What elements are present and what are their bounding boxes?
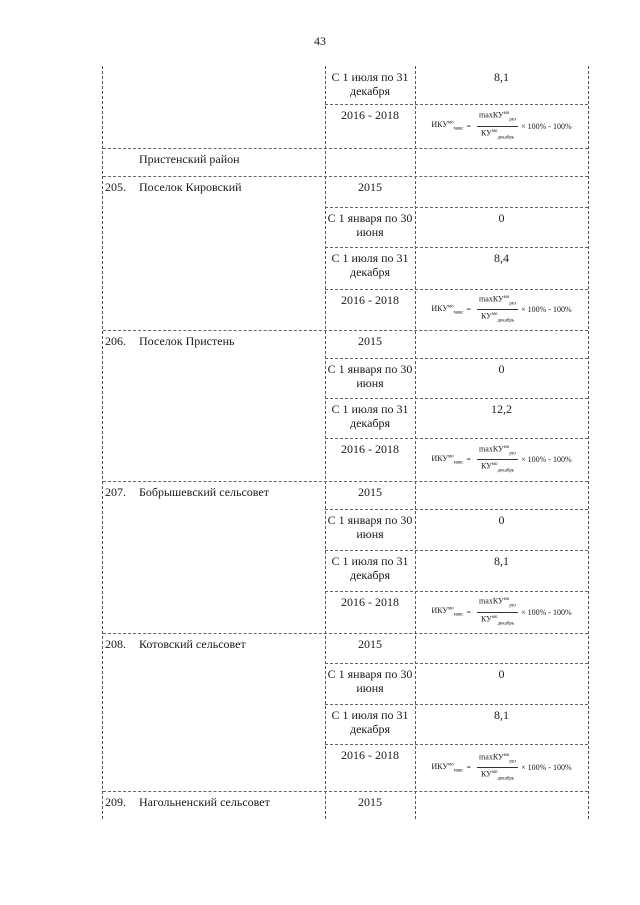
period-cell: 2016 - 2018 xyxy=(341,108,399,122)
row-number: 209. xyxy=(105,795,126,809)
value-cell: 8,1 xyxy=(494,554,509,568)
formula: $ИКУ^{мо}_{макс}$ = $\frac{\max КУ^{мо}_{рез}}{КУ^{мо}_{декабрь}}$ × 100% - 100% xyxy=(431,110,572,140)
period-cell: С 1 июля по 31 декабря xyxy=(331,708,409,736)
period-cell: 2015 xyxy=(358,485,382,499)
row-divider xyxy=(103,481,588,482)
value-cell: 0 xyxy=(498,211,505,225)
row-divider xyxy=(103,633,588,634)
period-cell: С 1 июля по 31 декабря xyxy=(331,554,409,582)
row-divider xyxy=(103,148,588,149)
period-cell: 2016 - 2018 xyxy=(341,748,399,762)
value-cell: 0 xyxy=(498,513,505,527)
period-cell: 2015 xyxy=(358,637,382,651)
row-divider xyxy=(325,398,588,399)
row-divider xyxy=(103,791,588,792)
period-cell: С 1 июля по 31 декабря xyxy=(331,70,409,98)
period-cell: 2015 xyxy=(358,795,382,809)
row-divider xyxy=(325,509,588,510)
period-cell: С 1 января по 30 июня xyxy=(327,211,413,239)
row-number: 205. xyxy=(105,180,126,194)
row-number: 207. xyxy=(105,485,126,499)
period-cell: 2016 - 2018 xyxy=(341,293,399,307)
row-divider xyxy=(325,247,588,248)
settlement-name: Пристенский район xyxy=(139,152,240,166)
page-number: 43 xyxy=(314,34,326,48)
period-cell: 2016 - 2018 xyxy=(341,442,399,456)
value-cell: 12,2 xyxy=(491,402,512,416)
row-divider xyxy=(325,704,588,705)
row-divider xyxy=(325,663,588,664)
row-divider xyxy=(325,550,588,551)
row-divider xyxy=(325,207,588,208)
settlement-name: Поселок Кировский xyxy=(139,180,242,194)
period-cell: 2015 xyxy=(358,180,382,194)
settlement-name: Нагольненский сельсовет xyxy=(139,795,270,809)
formula: $ИКУ^{мо}_{макс}$ = $\frac{\max КУ^{мо}_{рез}}{КУ^{мо}_{декабрь}}$ × 100% - 100% xyxy=(431,596,572,626)
period-cell: С 1 июля по 31 декабря xyxy=(331,402,409,430)
formula: $ИКУ^{мо}_{макс}$ = $\frac{\max КУ^{мо}_{рез}}{КУ^{мо}_{декабрь}}$ × 100% - 100% xyxy=(431,752,572,782)
row-divider xyxy=(325,358,588,359)
settlement-name: Поселок Пристень xyxy=(139,334,235,348)
value-cell: 0 xyxy=(498,667,505,681)
settlement-name: Бобрышевский сельсовет xyxy=(139,485,269,499)
row-number: 206. xyxy=(105,334,126,348)
period-cell: 2016 - 2018 xyxy=(341,595,399,609)
row-divider xyxy=(103,176,588,177)
formula: $ИКУ^{мо}_{макс}$ = $\frac{\max КУ^{мо}_{рез}}{КУ^{мо}_{декабрь}}$ × 100% - 100% xyxy=(431,294,572,324)
row-divider xyxy=(103,330,588,331)
period-cell: 2015 xyxy=(358,334,382,348)
value-cell: 8,1 xyxy=(494,708,509,722)
period-cell: С 1 января по 30 июня xyxy=(327,667,413,695)
settlement-name: Котовский сельсовет xyxy=(139,637,246,651)
period-cell: С 1 июля по 31 декабря xyxy=(331,251,409,279)
period-cell: С 1 января по 30 июня xyxy=(327,362,413,390)
value-cell: 0 xyxy=(498,362,505,376)
value-cell: 8,1 xyxy=(494,70,509,84)
period-cell: С 1 января по 30 июня xyxy=(327,513,413,541)
value-cell: 8,4 xyxy=(494,251,509,265)
row-number: 208. xyxy=(105,637,126,651)
formula: $ИКУ^{мо}_{макс}$ = $\frac{\max КУ^{мо}_{рез}}{КУ^{мо}_{декабрь}}$ × 100% - 100% xyxy=(431,444,572,474)
tariff-table xyxy=(102,66,589,819)
